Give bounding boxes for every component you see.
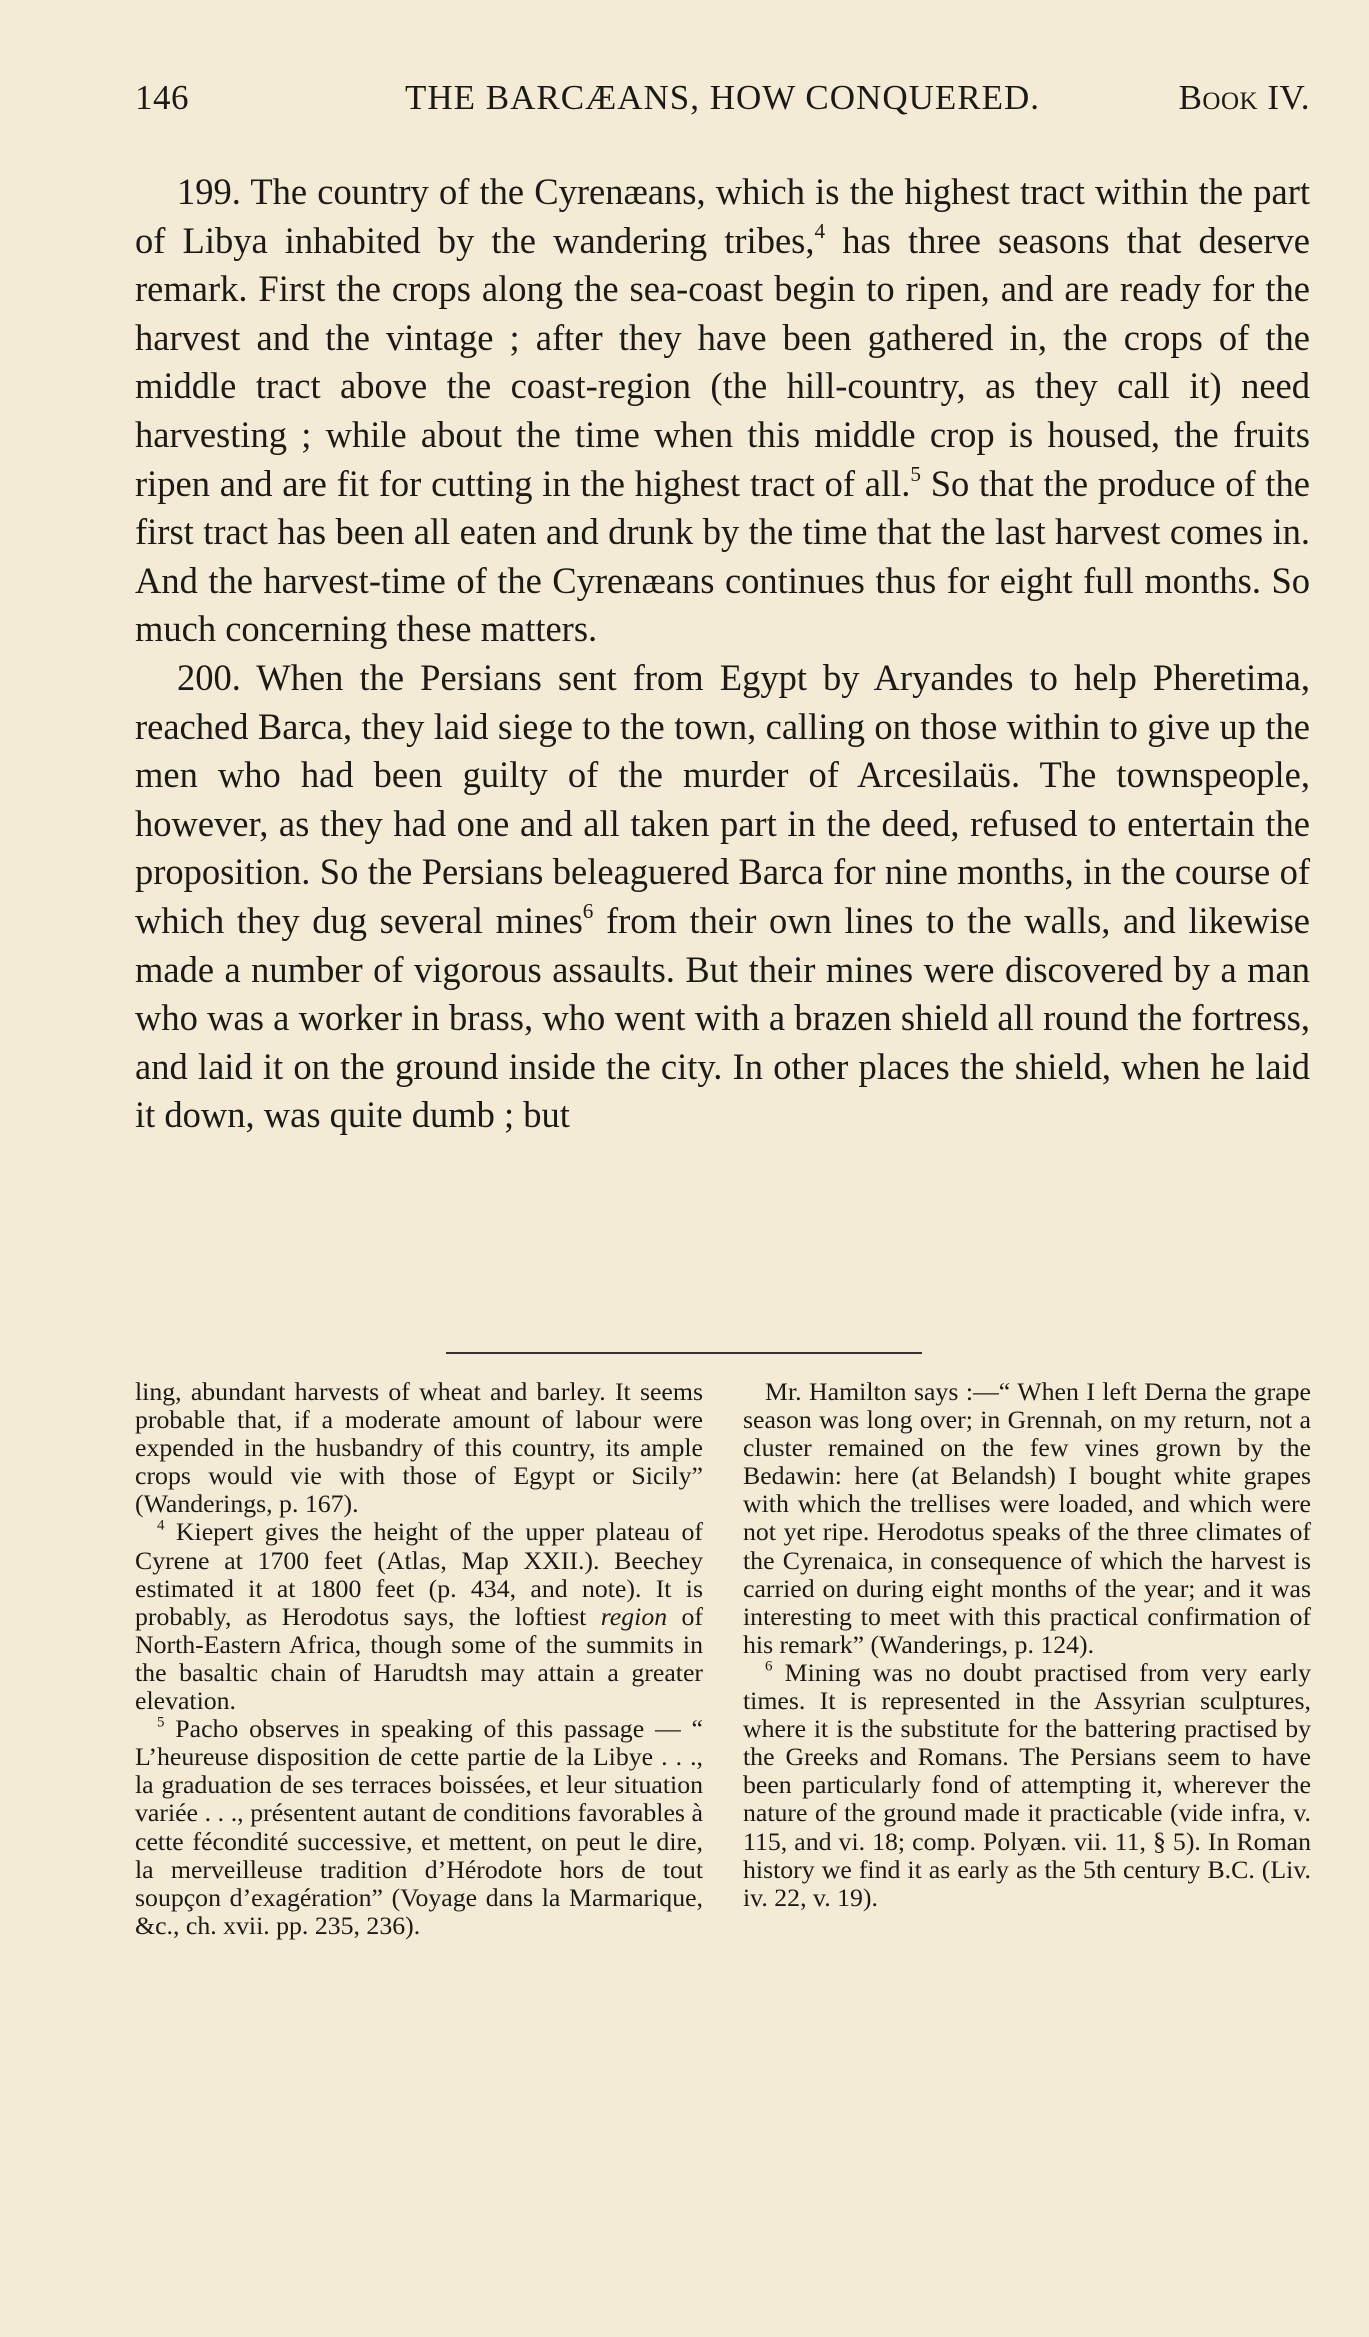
footnote-6: $^6$ Mining was no doubt practised from very early times. It is represented in the Assyrian sculptures, where it is the substitute for the battering practised by the Greeks and Romans. The Persians seem to have been particularly fond of attempting it, wherever the nature of the ground made it practicable (vide infra, v. 115, and vi. 18; comp. Polyæn. vii. 11, § 5). In Roman history we find it as early as the 5th century B.C. (Liv. iv. 22, v. 19). (743, 1657, 1311, 1912)
book-label: Book IV. (1178, 78, 1310, 117)
footnotes-right-column (743, 1378, 1311, 1912)
footnotes-left-column (135, 1378, 703, 1940)
paragraph-200: 200. When the Persians sent from Egypt by Aryandes to help Pheretima, reached Barca, they laid siege to the town, calling on those within to give up the men who had been guilty of the murder of Arcesilaüs. The townspeople, however, as they had one and all taken part in the deed, refused to entertain the proposition. So the Persians beleaguered Barca for nine months, in the course of which they dug several mines$^6$ from their own lines to the walls, and likewise made a number of vigorous assaults. But their mines were discovered by a man who was a worker in brass, who went with a brazen shield all round the fortress, and laid it on the ground inside the city. In other places the shield, when he laid it down, was quite dumb ; but (135, 656, 1310, 1136)
footnote-4: $^4$ Kiepert gives the height of the upper plateau of Cyrene at 1700 feet (Atlas, Map XXII.). Beechey estimated it at 1800 feet (p. 434, and note). It is probably, as Herodotus says, the loftiest region of North-Eastern Africa, though some of the summits in the basaltic chain of Harudtsh may attain a greater elevation. (135, 1517, 703, 1716)
footnotes (135, 1378, 1310, 2248)
main-text (135, 168, 1310, 1140)
footnote-ref-6: 6 (582, 899, 594, 924)
footnote-5-continuation: Mr. Hamilton says :—“ When I left Derna the grape season was long over; in Grennah, on my return, not a cluster remained on the few vines grown by the Bedawin: here (at Belandsh) I bought white grapes with which the trellises were loaded, and which were not yet ripe. Herodotus speaks of the three climates of the Cyrenaica, in consequence of which the harvest is carried on during eight months of the year; and it was interesting to meet with this practical confirmation of his remark” (Wanderings, p. 124). (743, 1377, 1311, 1659)
footnote-ref-4: 4 (814, 218, 826, 243)
footnote-5: $^5$ Pacho observes in speaking of this passage — “ L’heureuse disposition de cette partie de la Libye . . ., la graduation de ses terraces boissées, et leur situation variée . . ., présentent autant de conditions favorables à cette fécondité successive, et mettent, on peut le dire, la merveilleuse tradition d’Hérodote hors de tout soupçon d’exagération” (Voyage dans la Marmarique, &c., ch. xvii. pp. 235, 236). (135, 1714, 703, 1940)
footnote-ref-5: 5 (910, 461, 921, 486)
running-head (135, 78, 1310, 118)
footnote-divider (446, 1352, 922, 1354)
page-number: 146 (135, 78, 189, 117)
footnote-continuation: ling, abundant harvests of wheat and barley. It seems probable that, if a moderate amount of labour were expended in the husbandry of this country, its ample crops would vie with those of Egypt or Sicily” (Wanderings, p. 167). (135, 1377, 703, 1519)
paragraph-199: 199. The country of the Cyrenæans, which is the highest tract within the part of Libya inhabited by the wandering tribes,$^4$ has three seasons that deserve remark. First the crops along the sea-coast begin to ripen, and are ready for the harvest and the vintage ; after they have been gathered in, the crops of the middle tract above the coast-region (the hill-country, as they call it) need harvesting ; while about the time when this middle crop is housed, the fruits ripen and are fit for cutting in the highest tract of all.$^5$ So that the produce of the first tract has been all eaten and drunk by the time that the last harvest comes in. And the harvest-time of the Cyrenæans continues thus for eight full months. So much concerning these matters. (135, 171, 1310, 650)
running-title: THE BARCÆANS, HOW CONQUERED. (404, 78, 1040, 117)
